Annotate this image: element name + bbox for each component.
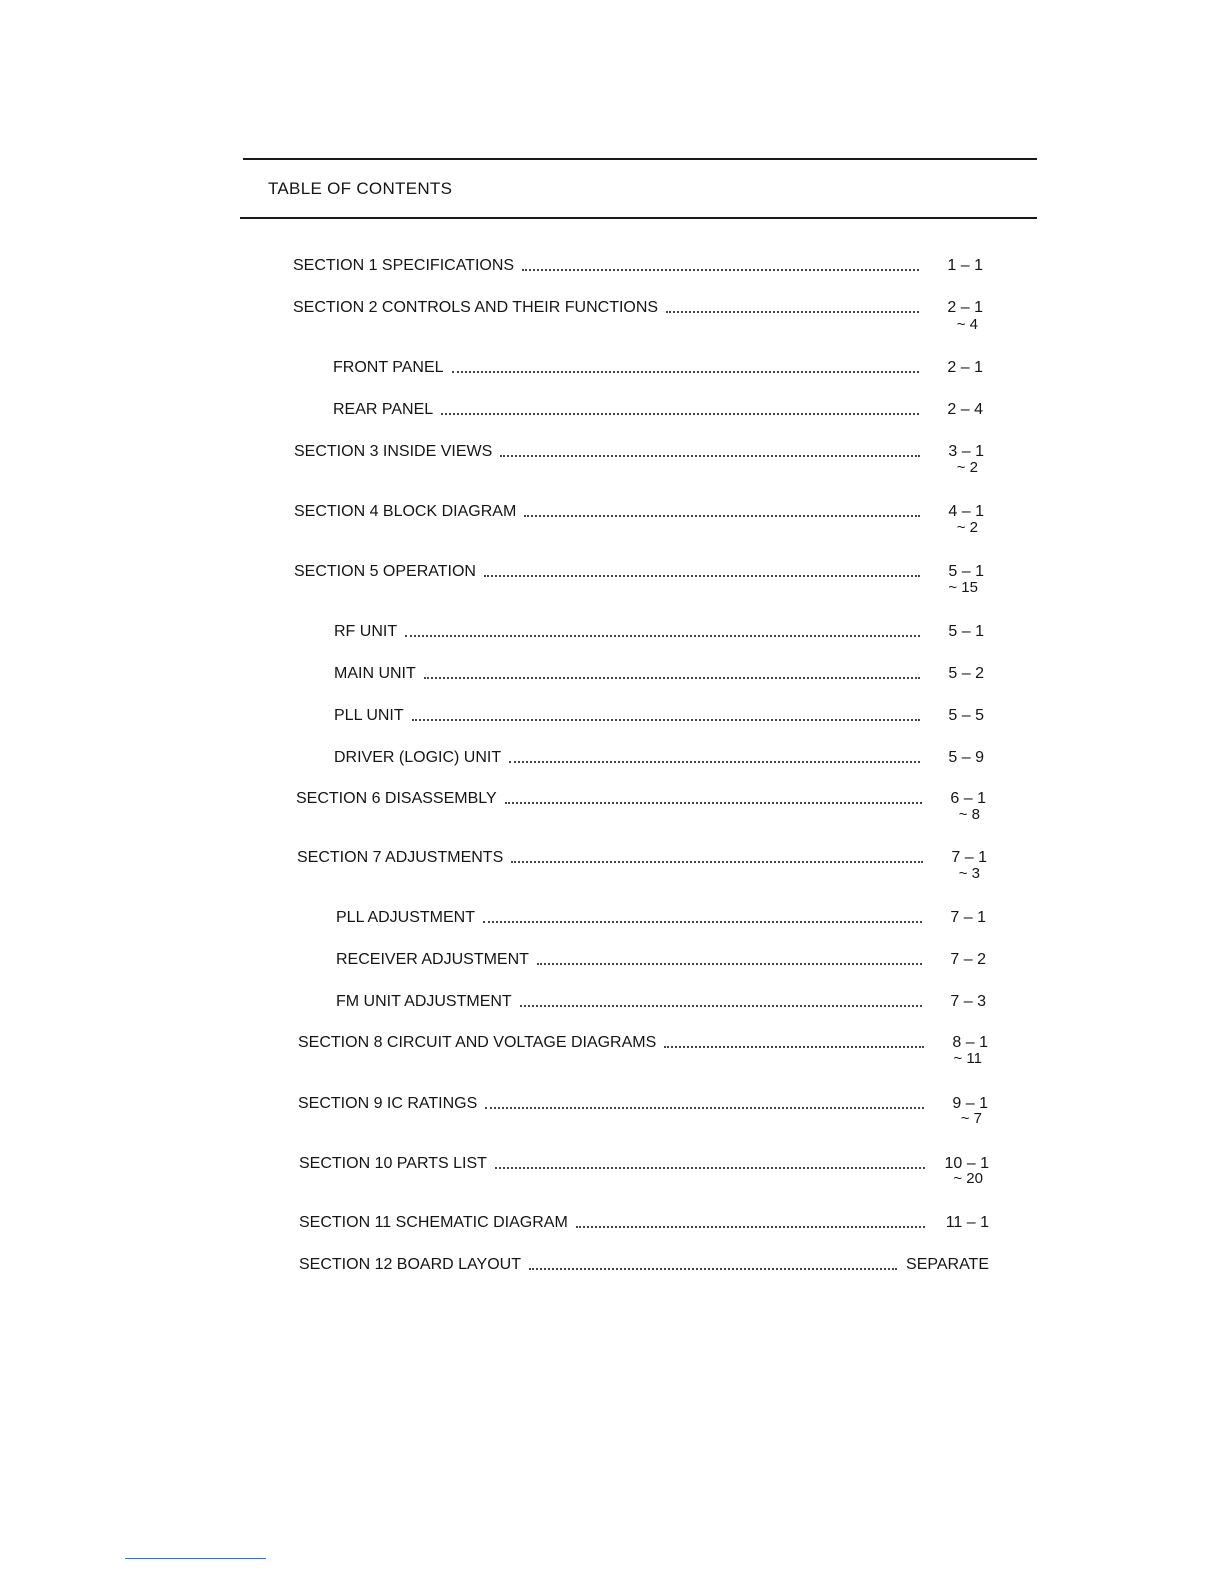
toc-entry-rear-panel[interactable]	[333, 398, 983, 420]
toc-entry-receiver-adjustment[interactable]	[336, 948, 986, 970]
footer-rule	[125, 1558, 266, 1559]
toc-entry-page: 5 – 1	[948, 623, 984, 640]
toc-entry-page: 2 – 4	[947, 401, 983, 418]
toc-entry-page-end: ~ 8	[958, 806, 980, 823]
toc-entry-page: 2 – 1	[947, 299, 983, 316]
dot-leader	[520, 1005, 922, 1007]
dot-leader	[511, 861, 923, 863]
dot-leader	[529, 1268, 897, 1270]
toc-entry-label: SECTION 10 PARTS LIST	[299, 1155, 487, 1172]
toc-entry-page-end: ~ 3	[958, 865, 980, 882]
toc-entry-page-end: ~ 7	[960, 1110, 982, 1127]
toc-entry-label: SECTION 9 IC RATINGS	[298, 1095, 478, 1112]
toc-entry-label: FM UNIT ADJUSTMENT	[336, 993, 512, 1010]
toc-entry-page: 1 – 1	[947, 257, 983, 274]
toc-entry-label: SECTION 6 DISASSEMBLY	[296, 790, 497, 807]
toc-entry-page: 7 – 1	[951, 849, 987, 866]
toc-entry-section-10[interactable]	[299, 1152, 989, 1174]
toc-entry-section-9[interactable]	[298, 1092, 988, 1114]
toc-entry-label: MAIN UNIT	[334, 665, 416, 682]
toc-entry-page: 5 – 2	[948, 665, 984, 682]
toc-entry-pll-unit[interactable]	[334, 704, 984, 726]
toc-entry-section-6[interactable]	[296, 787, 986, 809]
toc-entry-label: RECEIVER ADJUSTMENT	[336, 951, 529, 968]
toc-entry-page: 2 – 1	[947, 359, 983, 376]
toc-entry-front-panel[interactable]	[333, 356, 983, 378]
dot-leader	[495, 1167, 925, 1169]
toc-entry-page: 5 – 5	[948, 707, 984, 724]
toc-entry-page: 11 – 1	[945, 1214, 989, 1231]
toc-entry-page: 6 – 1	[950, 790, 986, 807]
toc-entry-main-unit[interactable]	[334, 662, 984, 684]
dot-leader	[576, 1226, 925, 1228]
dot-leader	[666, 311, 919, 313]
toc-entry-page: 10 – 1	[944, 1155, 989, 1172]
toc-entry-section-7[interactable]	[297, 846, 987, 868]
toc-entry-label: REAR PANEL	[333, 401, 434, 418]
toc-entry-pll-adjustment[interactable]	[336, 906, 986, 928]
toc-entry-page: 8 – 1	[952, 1034, 988, 1051]
toc-entry-page-end: ~ 11	[953, 1050, 982, 1067]
toc-entry-page-end: ~ 4	[956, 316, 978, 333]
toc-entry-page: 9 – 1	[952, 1095, 988, 1112]
toc-entry-section-12[interactable]	[299, 1253, 989, 1275]
toc-entry-page-end: ~ 20	[953, 1170, 983, 1187]
toc-entry-page: 7 – 2	[950, 951, 986, 968]
dot-leader	[412, 719, 920, 721]
toc-entry-label: FRONT PANEL	[333, 359, 444, 376]
toc-entry-section-1[interactable]	[293, 254, 983, 276]
toc-entry-page: 7 – 3	[950, 993, 986, 1010]
toc-entry-label: SECTION 4 BLOCK DIAGRAM	[294, 503, 517, 520]
dot-leader	[500, 455, 920, 457]
toc-entry-page-end: ~ 2	[956, 519, 978, 536]
dot-leader	[505, 802, 922, 804]
toc-entry-section-2[interactable]	[293, 296, 983, 318]
toc-entry-section-3[interactable]	[294, 440, 984, 462]
dot-leader	[485, 1107, 924, 1109]
dot-leader	[537, 963, 922, 965]
dot-leader	[405, 635, 920, 637]
dot-leader	[452, 371, 919, 373]
toc-entry-page: 7 – 1	[950, 909, 986, 926]
toc-entry-rf-unit[interactable]	[334, 620, 984, 642]
dot-leader	[424, 677, 920, 679]
toc-entry-section-8[interactable]	[298, 1031, 988, 1053]
toc-entry-label: SECTION 2 CONTROLS AND THEIR FUNCTIONS	[293, 299, 659, 316]
page-title: TABLE OF CONTENTS	[268, 179, 453, 198]
toc-entry-label: SECTION 7 ADJUSTMENTS	[297, 849, 504, 866]
toc-entry-label: RF UNIT	[334, 623, 398, 640]
toc-entry-page-end: ~ 2	[956, 459, 978, 476]
toc-entry-label: PLL UNIT	[334, 707, 404, 724]
toc-entry-label: SECTION 1 SPECIFICATIONS	[293, 257, 515, 274]
toc-entry-fm-unit-adjustment[interactable]	[336, 990, 986, 1012]
toc-entry-section-5[interactable]	[294, 560, 984, 582]
toc-entry-driver-unit[interactable]	[334, 746, 984, 768]
toc-entry-label: SECTION 5 OPERATION	[294, 563, 476, 580]
toc-entry-page: SEPARATE	[906, 1256, 989, 1273]
toc-entry-label: SECTION 3 INSIDE VIEWS	[294, 443, 493, 460]
toc-entry-page-end: ~ 15	[948, 579, 978, 596]
dot-leader	[484, 575, 920, 577]
toc-entry-label: SECTION 8 CIRCUIT AND VOLTAGE DIAGRAMS	[298, 1034, 657, 1051]
toc-entry-section-11[interactable]	[299, 1211, 989, 1233]
header-rule	[240, 217, 1037, 219]
dot-leader	[524, 515, 920, 517]
toc-entry-label: DRIVER (LOGIC) UNIT	[334, 749, 502, 766]
dot-leader	[509, 761, 920, 763]
toc-entry-page: 5 – 1	[948, 563, 984, 580]
toc-entry-page: 3 – 1	[948, 443, 984, 460]
dot-leader	[441, 413, 919, 415]
toc-entry-section-4[interactable]	[294, 500, 984, 522]
top-rule	[243, 158, 1037, 160]
dot-leader	[664, 1046, 924, 1048]
toc-entry-page: 4 – 1	[948, 503, 984, 520]
toc-entry-label: SECTION 11 SCHEMATIC DIAGRAM	[299, 1214, 568, 1231]
toc-entry-label: SECTION 12 BOARD LAYOUT	[299, 1256, 521, 1273]
toc-entry-label: PLL ADJUSTMENT	[336, 909, 475, 926]
dot-leader	[483, 921, 922, 923]
dot-leader	[522, 269, 919, 271]
toc-entry-page: 5 – 9	[948, 749, 984, 766]
